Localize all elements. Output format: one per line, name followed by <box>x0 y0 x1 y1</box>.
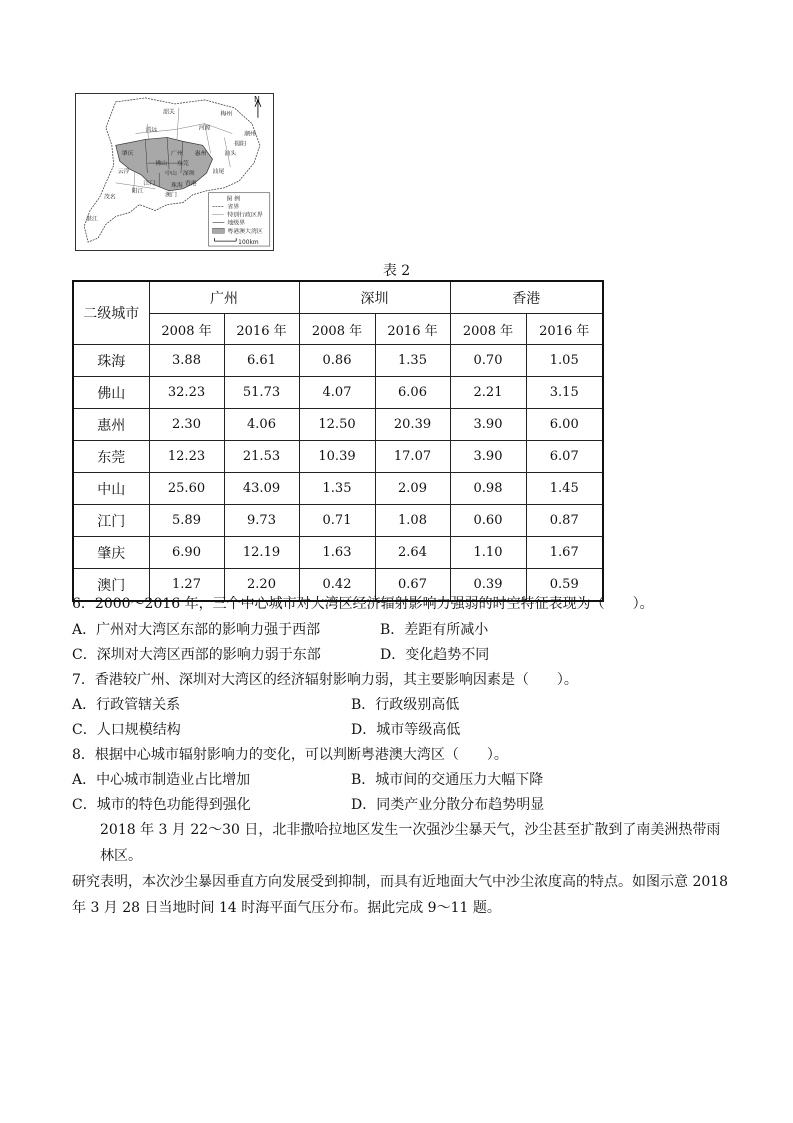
value-cell: 12.23 <box>149 441 224 473</box>
scale-label: 100km <box>238 240 259 247</box>
table-row <box>73 473 603 505</box>
map-label: 梅州 <box>220 111 233 118</box>
legend-item: 特别行政区界 <box>227 212 263 219</box>
value-cell: 32.23 <box>149 377 224 409</box>
year-header: 2008 年 <box>450 314 526 345</box>
map-label: 阳江 <box>131 188 144 195</box>
value-cell: 6.90 <box>149 537 224 569</box>
value-cell: 12.50 <box>299 409 375 441</box>
value-cell: 2.20 <box>224 569 299 602</box>
map-label: 汕尾 <box>212 168 225 175</box>
value-cell: 0.39 <box>450 569 526 602</box>
value-cell: 1.35 <box>375 345 450 377</box>
value-cell: 6.07 <box>526 441 603 473</box>
legend-item: 地级界 <box>227 220 246 227</box>
city-cell: 佛山 <box>73 377 149 409</box>
value-cell: 1.67 <box>526 537 603 569</box>
value-cell: 21.53 <box>224 441 299 473</box>
map-label: 珠海 <box>171 182 183 189</box>
question-8-option-b: B．城市间的交通压力大幅下降 <box>351 772 544 788</box>
value-cell: 0.67 <box>375 569 450 602</box>
value-cell: 2.64 <box>375 537 450 569</box>
passage-line: 2018 年 3 月 22～30 日，北非撒哈拉地区发生一次强沙尘暴天气，沙尘甚至扩散到了南美洲热带雨林区。 <box>100 822 721 864</box>
value-cell: 9.73 <box>224 505 299 537</box>
map-label: 深圳 <box>182 170 195 177</box>
question-7-option-d: D．城市等级高低 <box>351 722 461 738</box>
value-cell: 25.60 <box>149 473 224 505</box>
year-header: 2016 年 <box>526 314 603 345</box>
value-cell: 10.39 <box>299 441 375 473</box>
city-cell: 中山 <box>73 473 149 505</box>
value-cell: 1.10 <box>450 537 526 569</box>
map-label: 澳门 <box>165 192 177 199</box>
question-6-option-d: D．变化趋势不同 <box>380 647 490 663</box>
table-row <box>73 537 603 569</box>
question-7-option-b: B．行政级别高低 <box>351 697 460 713</box>
group-header: 广州 <box>149 281 299 314</box>
city-cell: 肇庆 <box>73 537 149 569</box>
map-label: 潮州 <box>244 131 256 138</box>
value-cell: 2.30 <box>149 409 224 441</box>
map-label: 云浮 <box>117 168 130 175</box>
question-6-option-a: A．广州对大湾区东部的影响力强于西部 <box>72 622 321 638</box>
year-header: 2008 年 <box>149 314 224 345</box>
map-svg <box>76 94 273 250</box>
north-label: N <box>253 94 260 104</box>
value-cell: 0.98 <box>450 473 526 505</box>
value-cell: 0.87 <box>526 505 603 537</box>
map-label: 佛山 <box>155 161 168 168</box>
value-cell: 17.07 <box>375 441 450 473</box>
city-cell: 东莞 <box>73 441 149 473</box>
question-6-option-b: B．差距有所减小 <box>380 622 489 638</box>
map-label: 湛江 <box>86 216 98 223</box>
table-row <box>73 377 603 409</box>
city-cell: 珠海 <box>73 345 149 377</box>
value-cell: 1.45 <box>526 473 603 505</box>
map-label: 清远 <box>145 127 158 134</box>
value-cell: 2.09 <box>375 473 450 505</box>
map-label: 东莞 <box>176 161 189 168</box>
question-6-stem: 6．2000～2016 年，三个中心城市对大湾区经济辐射影响力强弱的时空特征表现为（ ）。 <box>72 596 654 612</box>
group-header: 香港 <box>450 281 603 314</box>
corner-header: 二级城市 <box>73 281 149 345</box>
table-row <box>73 345 603 377</box>
year-header: 2016 年 <box>375 314 450 345</box>
value-cell: 4.06 <box>224 409 299 441</box>
value-cell: 0.86 <box>299 345 375 377</box>
city-cell: 澳门 <box>73 569 149 602</box>
value-cell: 5.89 <box>149 505 224 537</box>
value-cell: 3.90 <box>450 409 526 441</box>
bay-area-map <box>75 93 274 251</box>
map-label: 韶关 <box>163 109 175 116</box>
group-header: 深圳 <box>299 281 450 314</box>
map-label: 香港 <box>184 180 197 187</box>
map-label: 江门 <box>143 180 156 187</box>
radiation-table <box>72 280 604 602</box>
question-6-option-c: C．深圳对大湾区西部的影响力弱于东部 <box>72 647 321 663</box>
value-cell: 0.60 <box>450 505 526 537</box>
city-cell: 惠州 <box>73 409 149 441</box>
value-cell: 51.73 <box>224 377 299 409</box>
value-cell: 0.70 <box>450 345 526 377</box>
value-cell: 0.59 <box>526 569 603 602</box>
value-cell: 4.07 <box>299 377 375 409</box>
value-cell: 1.08 <box>375 505 450 537</box>
map-label: 广州 <box>171 151 183 158</box>
question-7-option-a: A．行政管辖关系 <box>72 697 181 713</box>
map-label: 河源 <box>198 125 211 132</box>
question-7-stem: 7．香港较广州、深圳对大湾区的经济辐射影响力弱，其主要影响因素是（ ）。 <box>72 672 578 688</box>
map-label: 中山 <box>165 170 177 177</box>
value-cell: 2.21 <box>450 377 526 409</box>
value-cell: 0.42 <box>299 569 375 602</box>
table-row <box>73 441 603 473</box>
value-cell: 1.27 <box>149 569 224 602</box>
value-cell: 1.35 <box>299 473 375 505</box>
question-8-stem: 8．根据中心城市辐射影响力的变化，可以判断粤港澳大湾区（ ）。 <box>72 747 508 763</box>
value-cell: 6.61 <box>224 345 299 377</box>
year-header: 2008 年 <box>299 314 375 345</box>
legend-title: 图 例 <box>226 196 241 203</box>
table-caption: 表 2 <box>382 263 411 279</box>
value-cell: 6.06 <box>375 377 450 409</box>
value-cell: 20.39 <box>375 409 450 441</box>
map-label: 汕头 <box>224 151 237 158</box>
city-cell: 江门 <box>73 505 149 537</box>
passage <box>72 817 732 921</box>
value-cell: 3.15 <box>526 377 603 409</box>
value-cell: 12.19 <box>224 537 299 569</box>
question-8-option-d: D．同类产业分散分布趋势明显 <box>351 797 545 813</box>
map-label: 茂名 <box>103 194 116 201</box>
legend-item: 粤港澳大湾区 <box>227 229 263 236</box>
question-7-option-c: C．人口规模结构 <box>72 722 181 738</box>
question-8-option-a: A．中心城市制造业占比增加 <box>72 772 251 788</box>
map-label: 揭阳 <box>234 141 247 148</box>
question-8-option-c: C．城市的特色功能得到强化 <box>72 797 251 813</box>
table-row <box>73 409 603 441</box>
value-cell: 0.71 <box>299 505 375 537</box>
map-label: 肇庆 <box>121 151 134 158</box>
table-row <box>73 505 603 537</box>
year-header: 2016 年 <box>224 314 299 345</box>
passage-line: 年 3 月 28 日当地时间 14 时海平面气压分布。据此完成 9～11 题。 <box>72 900 501 916</box>
value-cell: 3.90 <box>450 441 526 473</box>
value-cell: 1.05 <box>526 345 603 377</box>
value-cell: 3.88 <box>149 345 224 377</box>
legend-item: 省界 <box>227 204 240 211</box>
value-cell: 6.00 <box>526 409 603 441</box>
passage-line: 研究表明，本次沙尘暴因垂直方向发展受到抑制，而具有近地面大气中沙尘浓度高的特点。如图示意 2018 <box>72 874 729 890</box>
map-label: 惠州 <box>194 151 207 158</box>
value-cell: 43.09 <box>224 473 299 505</box>
value-cell: 1.63 <box>299 537 375 569</box>
